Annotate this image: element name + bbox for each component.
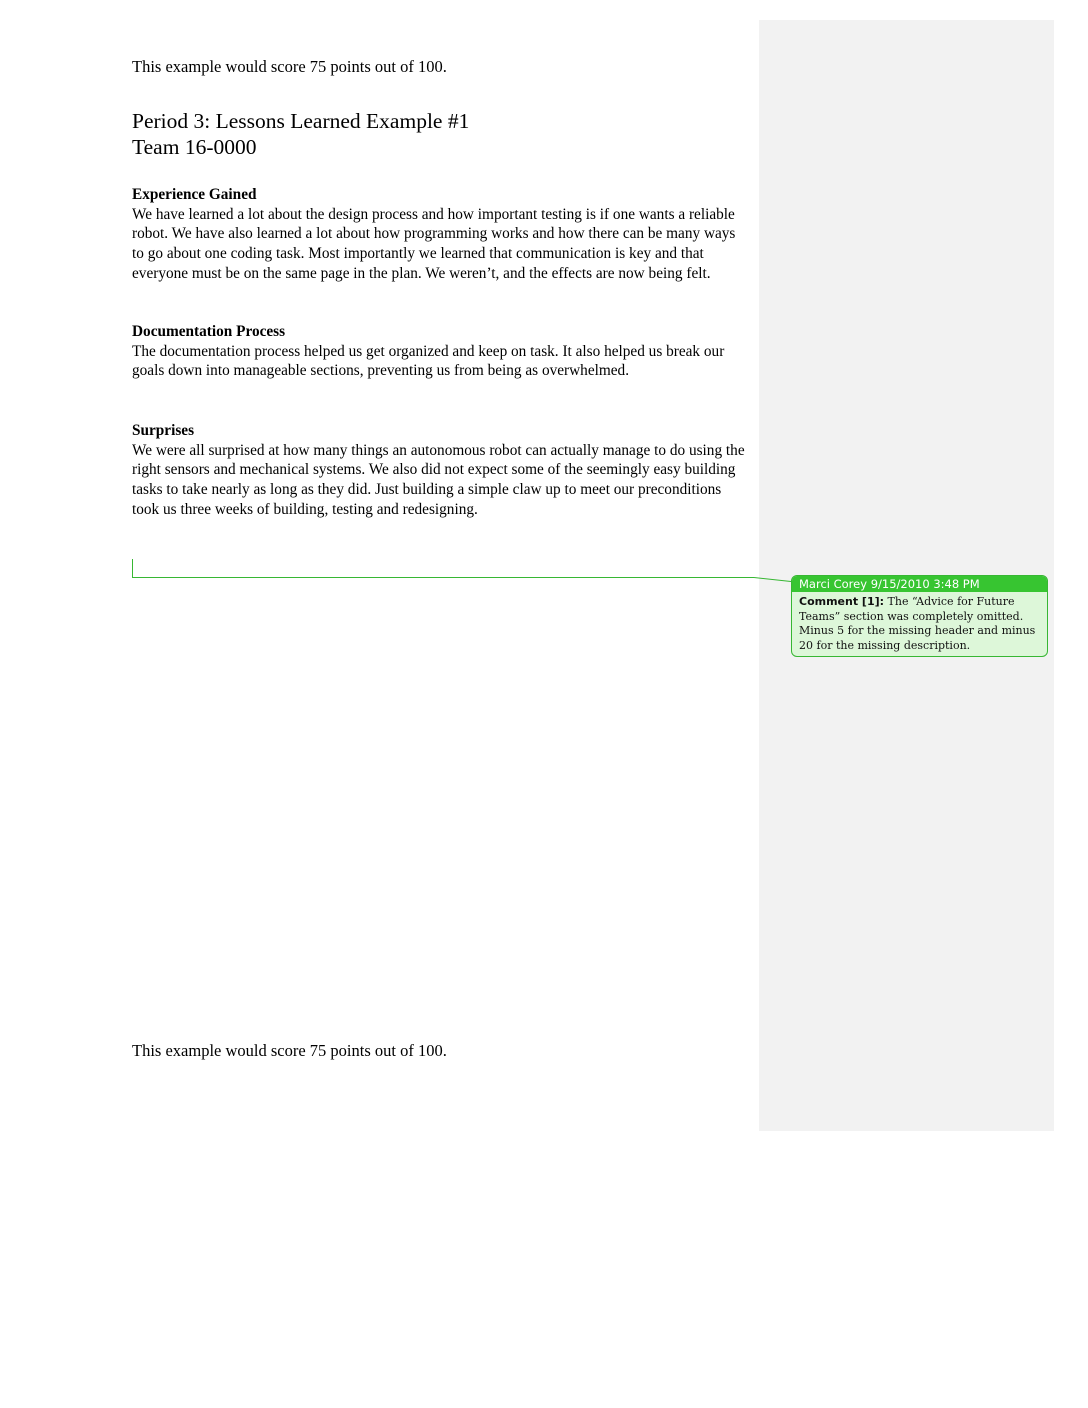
- section-documentation-process: [132, 322, 750, 381]
- section-body: We have learned a lot about the design process and how important testing is if one wants a reliable robot. We have also learned a lot about how programming works and how there can be many ways to go about one coding task. Most importantly we learned that communication is key and that everyone must be on the same page in the plan. We weren’t, and the effects are now being felt.: [132, 205, 736, 282]
- title-line-team: Team 16-0000: [132, 135, 257, 159]
- section-heading: Documentation Process: [132, 323, 286, 340]
- comment-text: The “Advice for Future Teams” section was completely omitted. Minus 5 for the missing header and minus 20 for the missing description.: [799, 595, 1036, 653]
- section-heading: Experience Gained: [132, 186, 257, 203]
- score-note-top: This example would score 75 points out of 100.: [132, 57, 447, 76]
- comment-label: Comment [1]:: [799, 595, 885, 608]
- section-experience-gained: [132, 185, 750, 284]
- section-body: We were all surprised at how many things an autonomous robot can actually manage to do using the right sensors and mechanical systems. We also did not expect some of the seemingly easy building tasks to take nearly as long as they did. Just building a simple claw up to meet our preconditions took us three weeks of building, testing and redesigning.: [132, 441, 745, 518]
- comment-anchor-line: [132, 577, 754, 578]
- page-title: [132, 108, 469, 160]
- comment-connector-line: [754, 577, 791, 582]
- section-surprises: [132, 421, 750, 520]
- comment-author-date: Marci Corey 9/15/2010 3:48 PM: [792, 576, 1047, 592]
- title-line-period: Period 3: Lessons Learned Example #1: [132, 109, 470, 133]
- comment-body: [792, 592, 1047, 656]
- score-note-bottom: This example would score 75 points out of 100.: [132, 1041, 447, 1060]
- section-body: The documentation process helped us get organized and keep on task. It also helped us break our goals down into manageable sections, preventing us from being as overwhelmed.: [132, 342, 725, 380]
- section-heading: Surprises: [132, 422, 195, 439]
- comment-balloon[interactable]: [791, 575, 1048, 657]
- comment-anchor-marker: [132, 559, 133, 577]
